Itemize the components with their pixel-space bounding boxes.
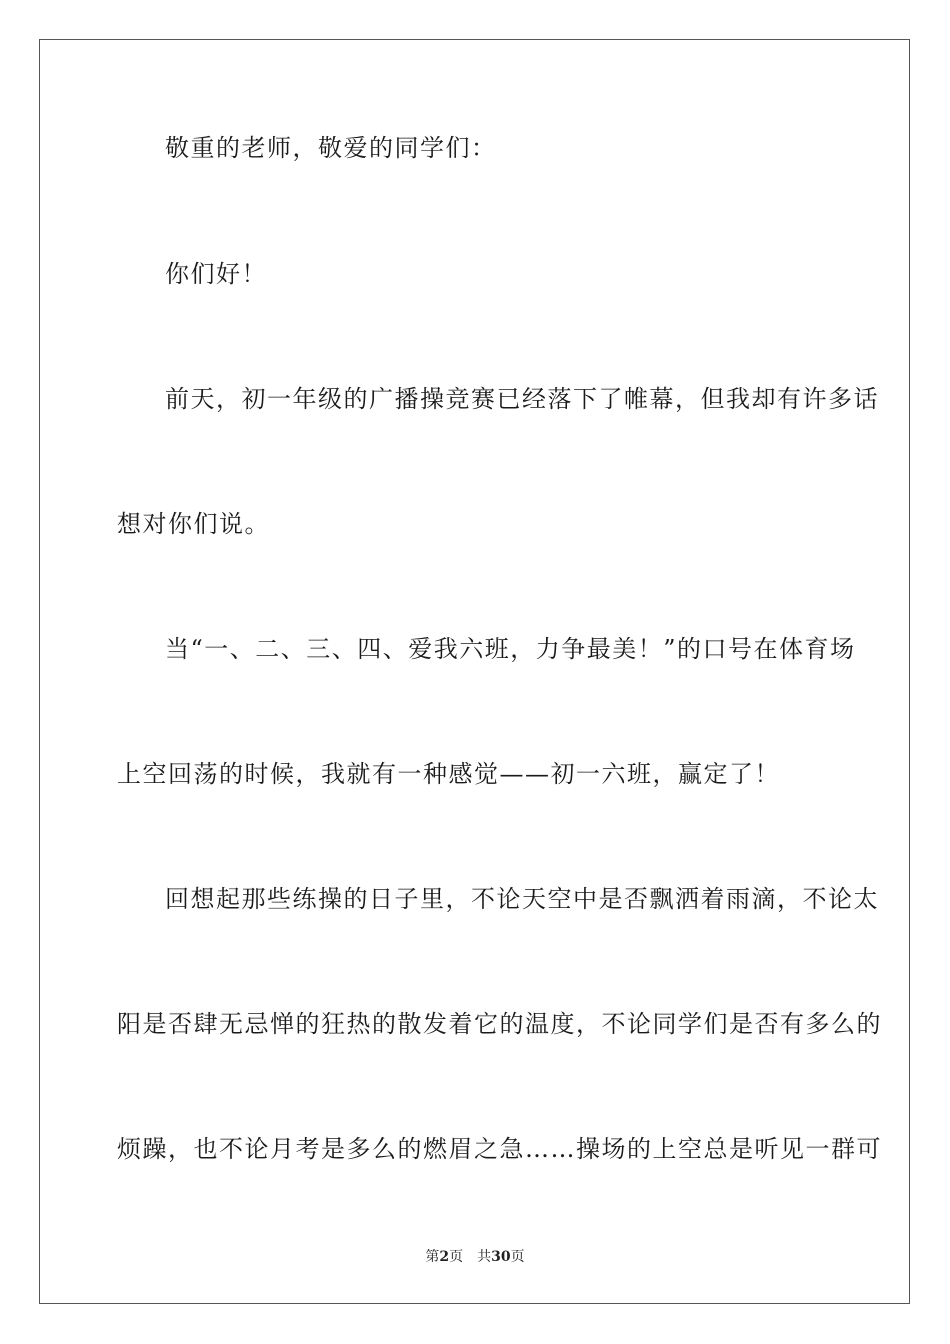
greeting-line: 你们好！ <box>165 260 267 288</box>
page-number: 2 <box>439 1249 450 1265</box>
total-suffix: 页 <box>510 1249 525 1265</box>
salutation-line: 敬重的老师，敬爱的同学们： <box>165 134 497 162</box>
page-suffix: 页 <box>449 1249 464 1265</box>
total-pages: 30 <box>491 1249 511 1265</box>
page-footer <box>0 1248 950 1266</box>
paragraph-1-line-2: 想对你们说。 <box>117 510 270 538</box>
total-prefix: 共 <box>477 1249 492 1265</box>
paragraph-2-line-1: 当“一、二、三、四、爱我六班，力争最美！”的口号在体育场 <box>165 635 856 663</box>
paragraph-1-line-1: 前天，初一年级的广播操竞赛已经落下了帷幕，但我却有许多话 <box>165 385 879 413</box>
paragraph-2-line-2: 上空回荡的时候，我就有一种感觉——初一六班，赢定了！ <box>117 760 780 788</box>
paragraph-3-line-3: 烦躁，也不论月考是多么的燃眉之急……操场的上空总是听见一群可 <box>117 1135 882 1163</box>
page-prefix: 第 <box>425 1249 440 1265</box>
page-frame <box>39 39 910 1304</box>
paragraph-3-line-2: 阳是否肆无忌惮的狂热的散发着它的温度，不论同学们是否有多么的 <box>117 1010 882 1038</box>
paragraph-3-line-1: 回想起那些练操的日子里，不论天空中是否飘洒着雨滴，不论太 <box>165 885 879 913</box>
